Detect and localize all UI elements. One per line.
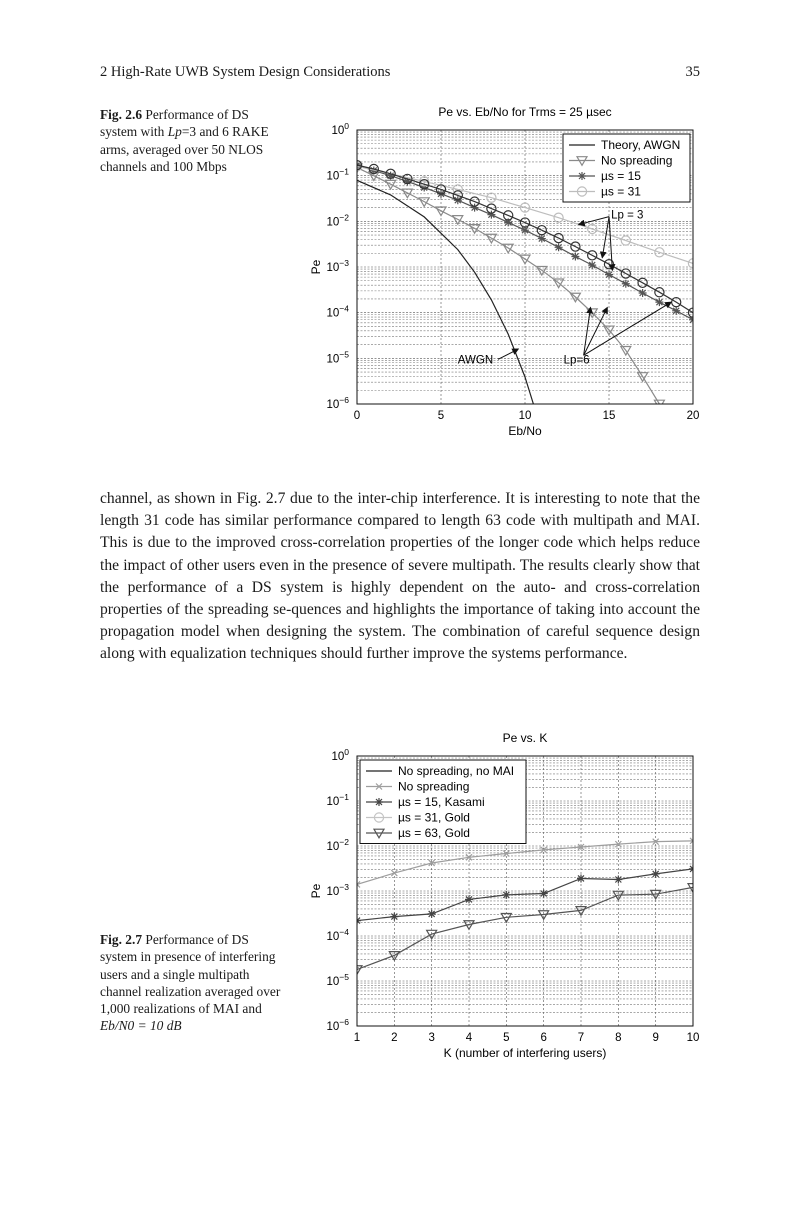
chart1-y-tick-label-6: $10^{-6}$ — [326, 395, 349, 411]
chart2-y-tick-label-5: $10^{-5}$ — [326, 972, 349, 988]
chart2-x-tick-label-7: 8 — [615, 1032, 622, 1044]
chart1-y-tick-label-3: $10^{-3}$ — [326, 258, 349, 274]
chart1-legend-s-15-marker — [578, 172, 586, 180]
chart2-series-s-15-kasami-point-7 — [614, 876, 622, 884]
chart2-series-s-15-kasami-point-5 — [540, 889, 548, 897]
figure-2-7-caption-text: Performance of DS system in presence of interfering users and a single multipath channel realization averaged over 1,000 realizations of MAI and — [100, 932, 281, 1017]
chart2-y-tick-label-2: $10^{-2}$ — [326, 837, 349, 853]
chart1-series-s-15-point-18 — [655, 298, 663, 306]
chart2-series-s-31-gold-point-0 — [352, 738, 361, 747]
figure-2-6-caption-part-1: Performance of DS system with — [100, 107, 249, 140]
chart1-x-tick-label-3: 15 — [602, 410, 616, 422]
chart1-title: Pe vs. Eb/No for Trms = 25 µsec — [438, 105, 612, 119]
chart1-x-tick-label-0: 0 — [353, 410, 361, 422]
chart2-legend-s-15-kasami-marker — [375, 798, 383, 806]
page-number: 35 — [685, 64, 700, 80]
chart2-legend — [360, 760, 526, 844]
figure-2-6-caption-part-3: =3 and 6 RAKE arms, averaged over 50 NLOS channels and 100 Mbps — [100, 124, 269, 174]
running-head — [100, 64, 700, 86]
chart2-x-tick-label-9: 10 — [686, 1032, 700, 1044]
chart1-legend-s-15-label: µs = 15 — [601, 169, 641, 183]
chart1-annotation-awgn: AWGN — [457, 354, 494, 367]
chart1-series-s-15-point-12 — [555, 243, 563, 251]
chart2-x-tick-label-1: 2 — [391, 1032, 398, 1044]
chart2-x-tick-label-0: 1 — [353, 1032, 361, 1044]
chart1-legend-no-spreading-label: No spreading — [601, 153, 673, 168]
chart2-legend-no-spreading-no-mai-label: No spreading, no MAI — [398, 764, 515, 778]
chart2-series-s-15-kasami-point-6 — [577, 874, 585, 882]
chart2-legend-s-63-gold-label: µs = 63, Gold — [398, 826, 470, 840]
figure-2-6-caption-lp: Lp — [167, 124, 182, 140]
chart2-series-s-15-kasami-point-3 — [465, 895, 473, 903]
chart1-legend — [563, 134, 690, 202]
chart1-y-tick-label-4: $10^{-4}$ — [326, 303, 349, 320]
chart2-legend-no-spreading-label: No spreading — [398, 779, 470, 794]
chart2-y-tick-label-6: $10^{-6}$ — [326, 1017, 349, 1033]
chart2-title: Pe vs. K — [502, 731, 548, 745]
chart2-x-tick-label-5: 6 — [540, 1032, 547, 1044]
figure-2-6-chart — [300, 100, 720, 450]
chart1-series-s-15-point-16 — [622, 280, 630, 288]
chart1-series-s-15-point-15 — [605, 271, 613, 279]
chart1-annotation-lp3: Lp = 3 — [611, 209, 644, 222]
chart1-x-tick-label-4: 20 — [686, 410, 700, 422]
chart1-annotation-lp6: Lp=6 — [563, 354, 590, 367]
figure-2-6-label: Fig. 2.6 — [100, 107, 143, 122]
chart1-y-tick-label-5: $10^{-5}$ — [326, 349, 349, 366]
chart2-series-s-15-kasami-point-8 — [652, 870, 660, 878]
chart2-x-tick-label-2: 3 — [428, 1032, 435, 1044]
chart1-x-tick-label-1: 5 — [437, 410, 445, 422]
figure-2-7-caption-math: Eb/N0 = 10 dB — [100, 1018, 182, 1034]
chart1-legend-s-31-label: µs = 31 — [601, 184, 641, 199]
chart2-x-tick-label-6: 7 — [577, 1032, 585, 1044]
chart2-series-s-15-kasami-point-4 — [502, 891, 510, 899]
chart2-series-s-31-gold-point-1 — [688, 738, 697, 747]
chart2-y-tick-label-0: $10^0$ — [331, 747, 349, 763]
chart2-y-axis-label: Pe — [309, 883, 323, 899]
figure-2-7-label: Fig. 2.7 — [100, 932, 143, 947]
chapter-title: 2 High-Rate UWB System Design Considerations — [100, 64, 391, 80]
chart2-series-s-15-kasami-point-2 — [428, 910, 436, 918]
chart2-y-tick-label-3: $10^{-3}$ — [326, 882, 349, 898]
chart1-y-tick-label-1: $10^{-1}$ — [326, 166, 349, 183]
chart1-series-s-15-point-17 — [639, 289, 647, 297]
chart2-legend-s-15-kasami-label: µs = 15, Kasami — [398, 795, 485, 809]
chart2-y-tick-label-1: $10^{-1}$ — [326, 792, 349, 808]
figure-2-7-chart — [300, 728, 720, 1058]
chart2-legend-s-31-gold-label: µs = 31, Gold — [398, 810, 470, 825]
chart1-legend-theory-awgn-label: Theory, AWGN — [601, 138, 681, 152]
chart1-y-tick-label-0: $10^0$ — [331, 121, 349, 137]
chart1-series-s-15-point-11 — [538, 235, 546, 243]
chart1-series-s-15-point-19 — [672, 307, 680, 315]
chart2-x-tick-label-8: 9 — [652, 1032, 659, 1044]
figure-2-7-caption — [100, 931, 285, 1035]
chart2-series-s-15-kasami-point-1 — [390, 913, 398, 921]
chart1-series-s-15-point-13 — [571, 252, 579, 260]
chart1-y-tick-label-2: $10^{-2}$ — [326, 212, 349, 229]
chart2-y-tick-label-4: $10^{-4}$ — [326, 927, 349, 943]
chart1-x-tick-label-2: 10 — [518, 410, 532, 422]
chart2-x-axis-label: K (number of interfering users) — [443, 1046, 607, 1060]
chart2-x-tick-label-3: 4 — [465, 1032, 473, 1044]
chart2-x-tick-label-4: 5 — [503, 1032, 510, 1044]
body-paragraph: channel, as shown in Fig. 2.7 due to the inter-chip interference. It is interesting to note that the length 31 code has similar performance compared to length 63 code with multipath and MAI. This is due to the improved cross-correlation properties of the longer code which helps reduce the impact of other users even in the presence of severe multipath. The results clearly show that the performance of a DS system is highly dependent on the auto- and cross-correlation properties of the spreading se-quences and highlights the importance of taking into account the propagation model when designing the system. The combination of careful sequence design along with equalization techniques should further improve the systems performance. — [100, 490, 700, 663]
figure-2-6-caption — [100, 106, 285, 175]
chart1-series-s-15-point-14 — [588, 261, 596, 269]
chart1-x-axis-label: Eb/No — [508, 424, 542, 438]
chart1-y-axis-label: Pe — [309, 259, 323, 275]
